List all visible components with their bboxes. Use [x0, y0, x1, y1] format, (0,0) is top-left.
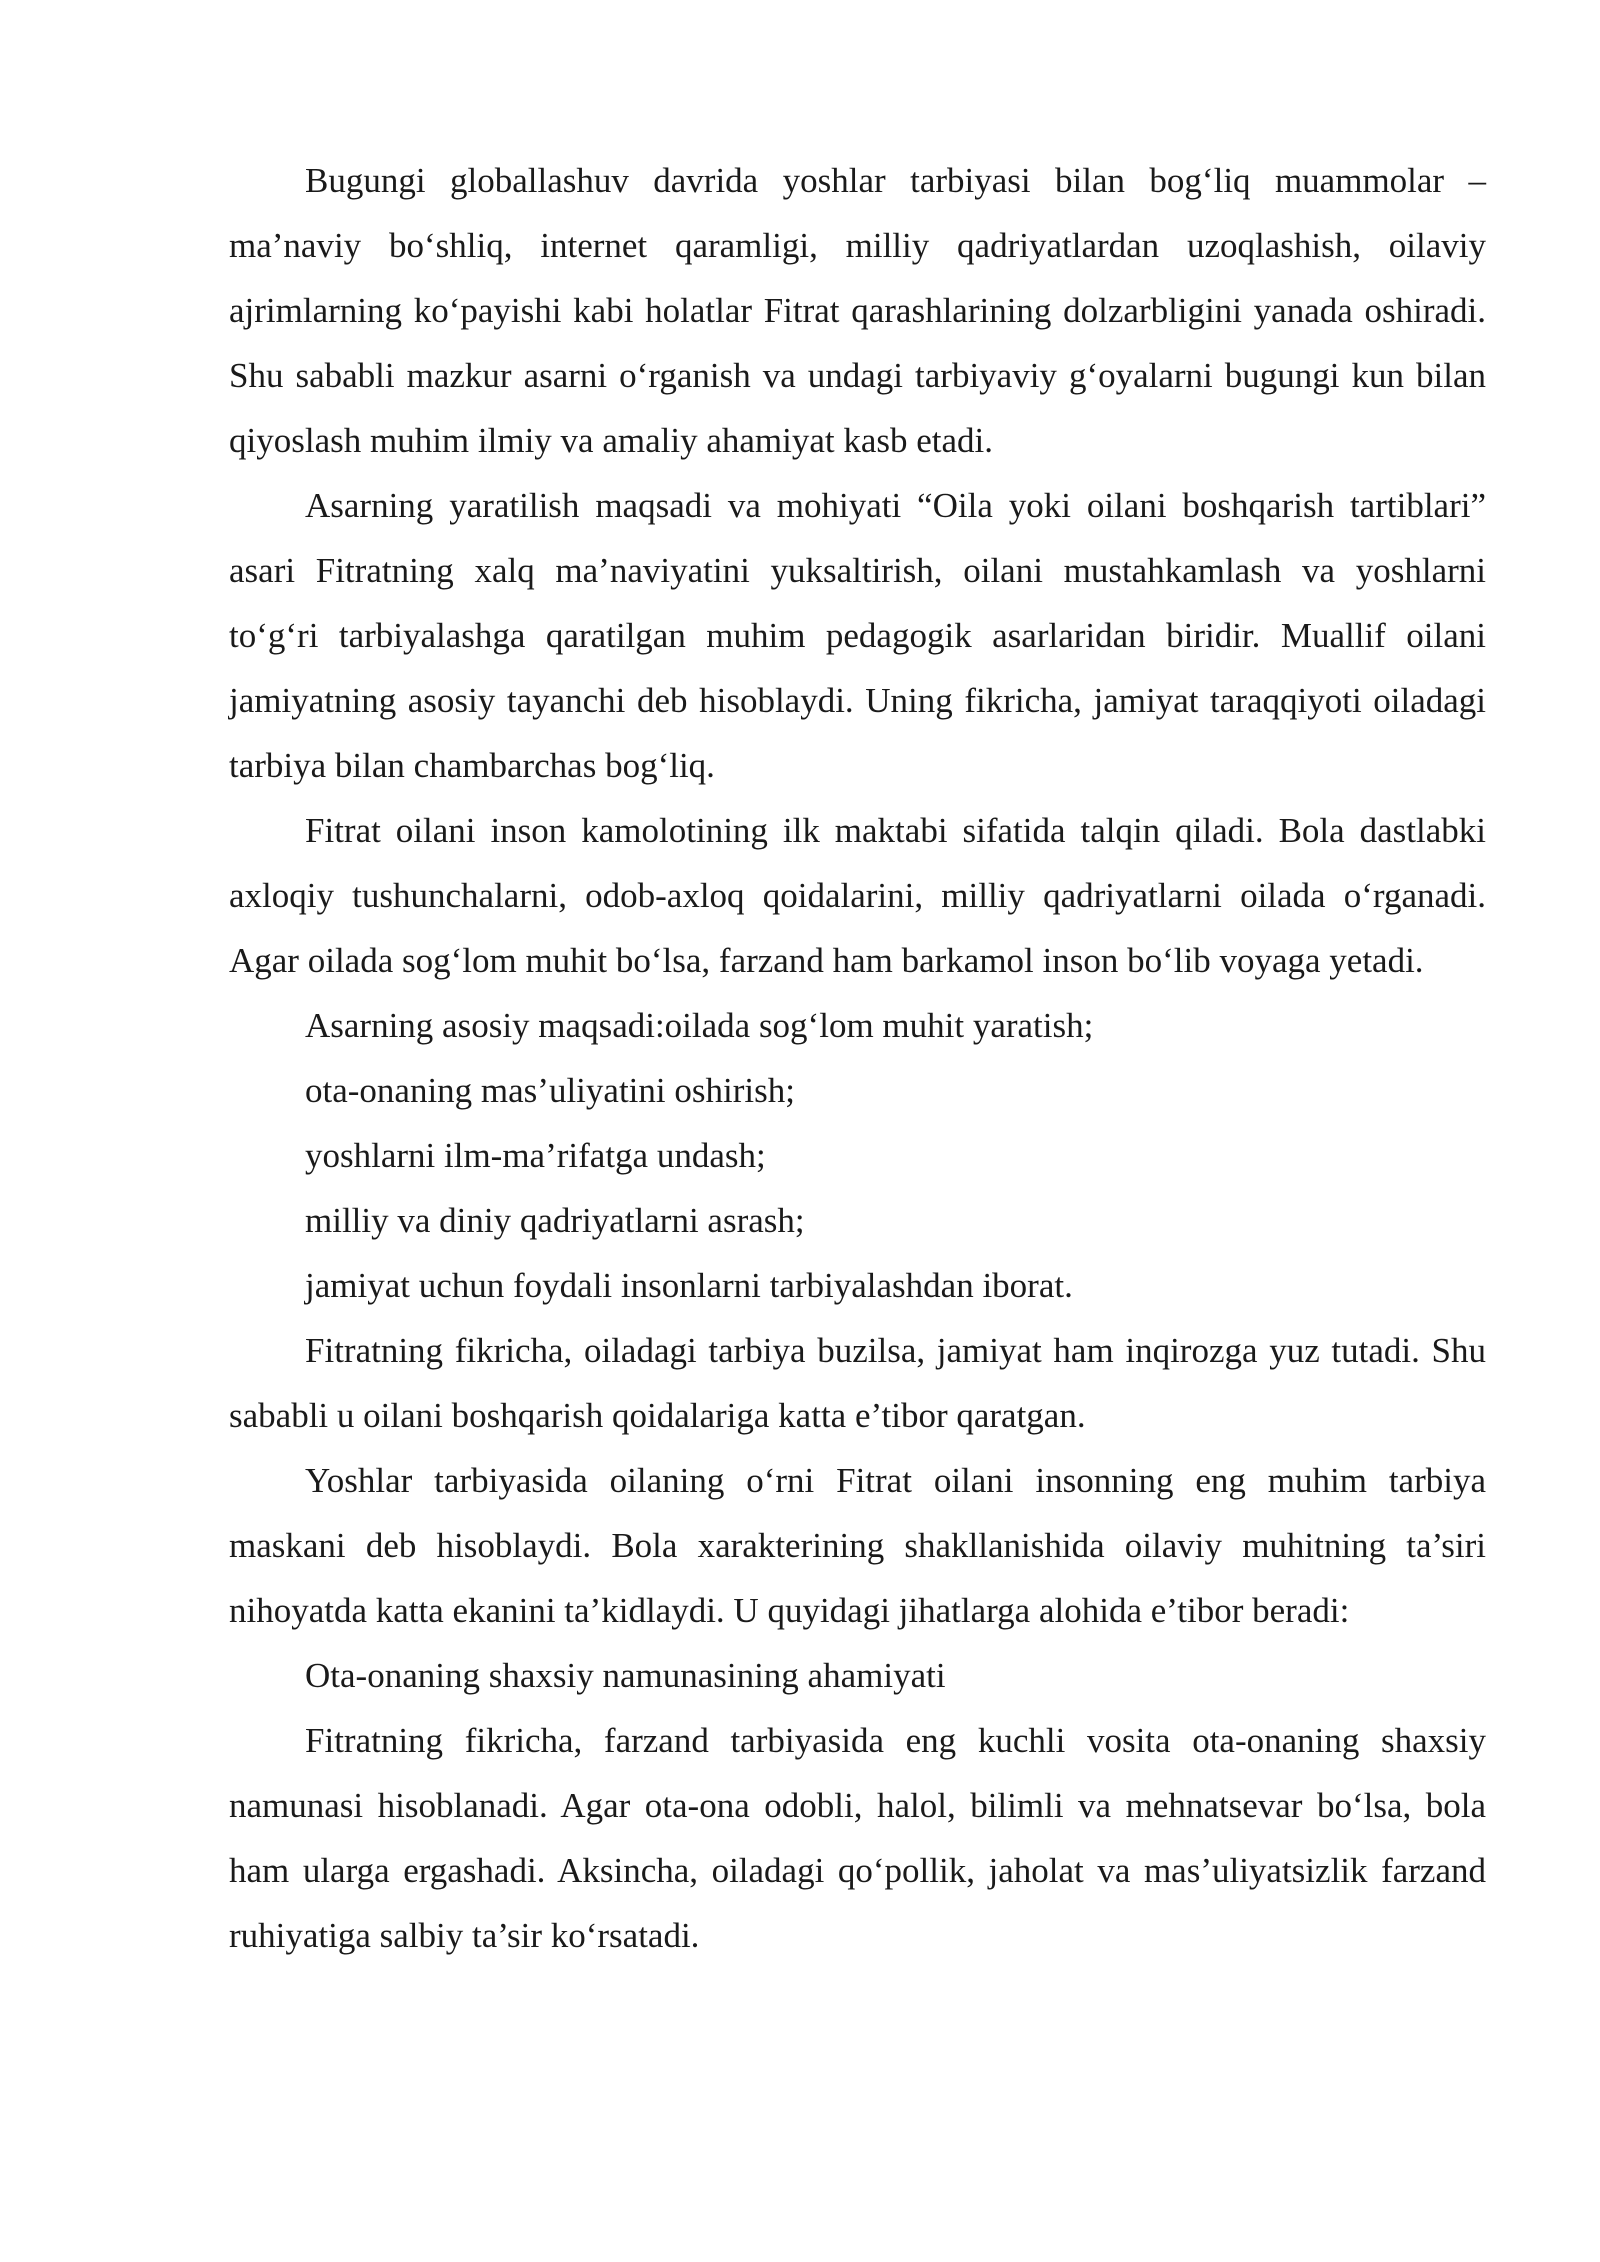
document-body	[229, 148, 1486, 1968]
goal-item-4: milliy va diniy qadriyatlarni asrash;	[305, 1201, 805, 1240]
goal-item-2: ota-onaning mas’uliyatini oshirish;	[305, 1071, 795, 1110]
paragraph-parent-example: Fitratning fikricha, farzand tarbiyasida eng kuchli vosita ota-onaning shaxsiy namunasi hisoblanadi. Agar ota-ona odobli, halol, bilimli va mehnatsevar bo‘lsa, bola ham ularga ergashadi. Aksincha, oiladagi qo‘pollik, jaholat va mas’uliyatsizlik farzand ruhiyatiga salbiy ta’sir ko‘rsatadi.	[229, 1721, 1486, 1955]
paragraph-purpose: Asarning yaratilish maqsadi va mohiyati “Oila yoki oilani boshqarish tartiblari” asari Fitratning xalq ma’naviyatini yuksaltirish, oilani mustahkamlash va yoshlarni to‘g‘ri tarbiyalashga qaratilgan muhim pedagogik asarlaridan biridir. Muallif oilani jamiyatning asosiy tayanchi deb hisoblaydi. Uning fikricha, jamiyat taraqqiyoti oiladagi tarbiya bilan chambarchas bog‘liq.	[229, 486, 1486, 785]
paragraph-crisis: Fitratning fikricha, oiladagi tarbiya buzilsa, jamiyat ham inqirozga yuz tutadi. Shu sababli u oilani boshqarish qoidalariga katta e’tibor qaratgan.	[229, 1331, 1486, 1435]
goal-item-1: Asarning asosiy maqsadi:oilada sog‘lom muhit yaratish;	[305, 1006, 1094, 1045]
goal-item-5: jamiyat uchun foydali insonlarni tarbiyalashdan iborat.	[305, 1266, 1073, 1305]
paragraph-family-role: Yoshlar tarbiyasida oilaning o‘rni Fitrat oilani insonning eng muhim tarbiya maskani deb hisoblaydi. Bola xarakterining shakllanishida oilaviy muhitning ta’siri nihoyatda katta ekanini ta’kidlaydi. U quyidagi jihatlarga alohida e’tibor beradi:	[229, 1461, 1486, 1630]
goal-item-3: yoshlarni ilm-ma’rifatga undash;	[305, 1136, 766, 1175]
section-heading-parent-example: Ota-onaning shaxsiy namunasining ahamiyati	[305, 1656, 946, 1695]
paragraph-first-school: Fitrat oilani inson kamolotining ilk maktabi sifatida talqin qiladi. Bola dastlabki axloqiy tushunchalarni, odob-axloq qoidalarini, milliy qadriyatlarni oilada o‘rganadi. Agar oilada sog‘lom muhit bo‘lsa, farzand ham barkamol inson bo‘lib voyaga yetadi.	[229, 811, 1486, 980]
paragraph-globalization: Bugungi globallashuv davrida yoshlar tarbiyasi bilan bog‘liq muammolar – ma’naviy bo‘shliq, internet qaramligi, milliy qadriyatlardan uzoqlashish, oilaviy ajrimlarning ko‘payishi kabi holatlar Fitrat qarashlarining dolzarbligini yanada oshiradi. Shu sababli mazkur asarni o‘rganish va undagi tarbiyaviy g‘oyalarni bugungi kun bilan qiyoslash muhim ilmiy va amaliy ahamiyat kasb etadi.	[229, 161, 1486, 460]
